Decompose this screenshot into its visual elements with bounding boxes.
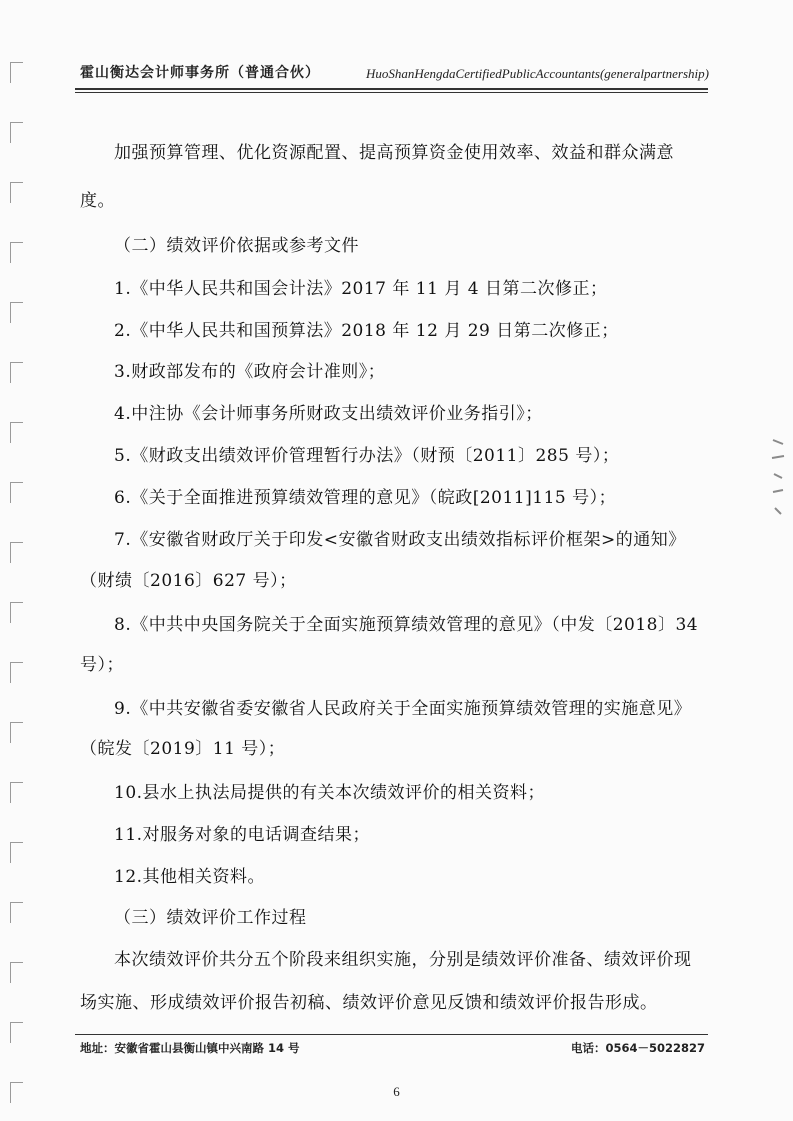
list-item: 9.《中共安徽省委安徽省人民政府关于全面实施预算绩效管理的实施意见》: [114, 699, 692, 719]
binding-mark: [10, 782, 23, 803]
binding-margin: [0, 0, 28, 1121]
list-item-continuation: 号）；: [80, 655, 124, 675]
page-number: 6: [393, 1084, 400, 1099]
header-rule: [75, 88, 708, 90]
binding-mark: [10, 482, 23, 503]
firm-address: 地址：安徽省霍山县衡山镇中兴南路 14 号: [80, 1041, 300, 1055]
binding-mark: [10, 182, 23, 203]
binding-mark: [10, 422, 23, 443]
binding-mark: [10, 1022, 23, 1043]
header-rule-thin: [75, 92, 708, 93]
binding-mark: [10, 722, 23, 743]
list-item-continuation: （皖发〔2019〕11 号）；: [80, 739, 286, 759]
firm-phone: 电话：0564－5022827: [570, 1041, 705, 1055]
binding-mark: [10, 662, 23, 683]
list-item: 11.对服务对象的电话调查结果；: [114, 825, 371, 845]
paragraph-line: 加强预算管理、优化资源配置、提高预算资金使用效率、效益和群众满意: [114, 143, 674, 163]
section-heading: （二）绩效评价依据或参考文件: [114, 236, 359, 256]
list-item: 4.中注协《会计师事务所财政支出绩效评价业务指引》；: [114, 404, 543, 424]
binding-mark: [10, 962, 23, 983]
list-item: 2.《中华人民共和国预算法》2018 年 12 月 29 日第二次修正；: [114, 321, 619, 341]
binding-mark: [10, 242, 23, 263]
list-item: 7.《安徽省财政厅关于印发<安徽省财政支出绩效指标评价框架>的通知》: [114, 530, 686, 550]
list-item: 1.《中华人民共和国会计法》2017 年 11 月 4 日第二次修正；: [114, 279, 608, 299]
firm-name-en: HuoShanHengdaCertifiedPublicAccountants(generalpartnership): [365, 66, 709, 81]
binding-mark: [10, 902, 23, 923]
paragraph-line: 度。: [80, 191, 115, 211]
list-item: 10.县水上执法局提供的有关本次绩效评价的相关资料；: [114, 783, 546, 803]
firm-name-cn: 霍山衡达会计师事务所（普通合伙）: [80, 65, 320, 81]
binding-mark: [10, 362, 23, 383]
list-item: 12.其他相关资料。: [114, 867, 266, 887]
binding-mark: [10, 602, 23, 623]
section-heading: （三）绩效评价工作过程: [114, 908, 307, 928]
paragraph-line: 本次绩效评价共分五个阶段来组织实施，分别是绩效评价准备、绩效评价现: [114, 950, 692, 970]
binding-mark: [10, 302, 23, 323]
paragraph-line: 场实施、形成绩效评价报告初稿、绩效评价意见反馈和绩效评价报告形成。: [80, 993, 658, 1013]
footer-rule: [75, 1034, 708, 1035]
list-item-continuation: （财绩〔2016〕627 号）；: [80, 571, 297, 591]
binding-mark: [10, 542, 23, 563]
list-item: 6.《关于全面推进预算绩效管理的意见》（皖政[2011]115 号）；: [114, 488, 617, 508]
list-item: 8.《中共中央国务院关于全面实施预算绩效管理的意见》（中发〔2018〕34: [114, 615, 699, 635]
list-item: 3.财政部发布的《政府会计准则》；: [114, 362, 386, 382]
binding-mark: [10, 122, 23, 143]
seam-stamp-fragment: [769, 430, 787, 530]
list-item: 5.《财政支出绩效评价管理暂行办法》（财预〔2011〕285 号）；: [114, 446, 620, 466]
binding-mark: [10, 842, 23, 863]
binding-mark: [10, 62, 23, 83]
